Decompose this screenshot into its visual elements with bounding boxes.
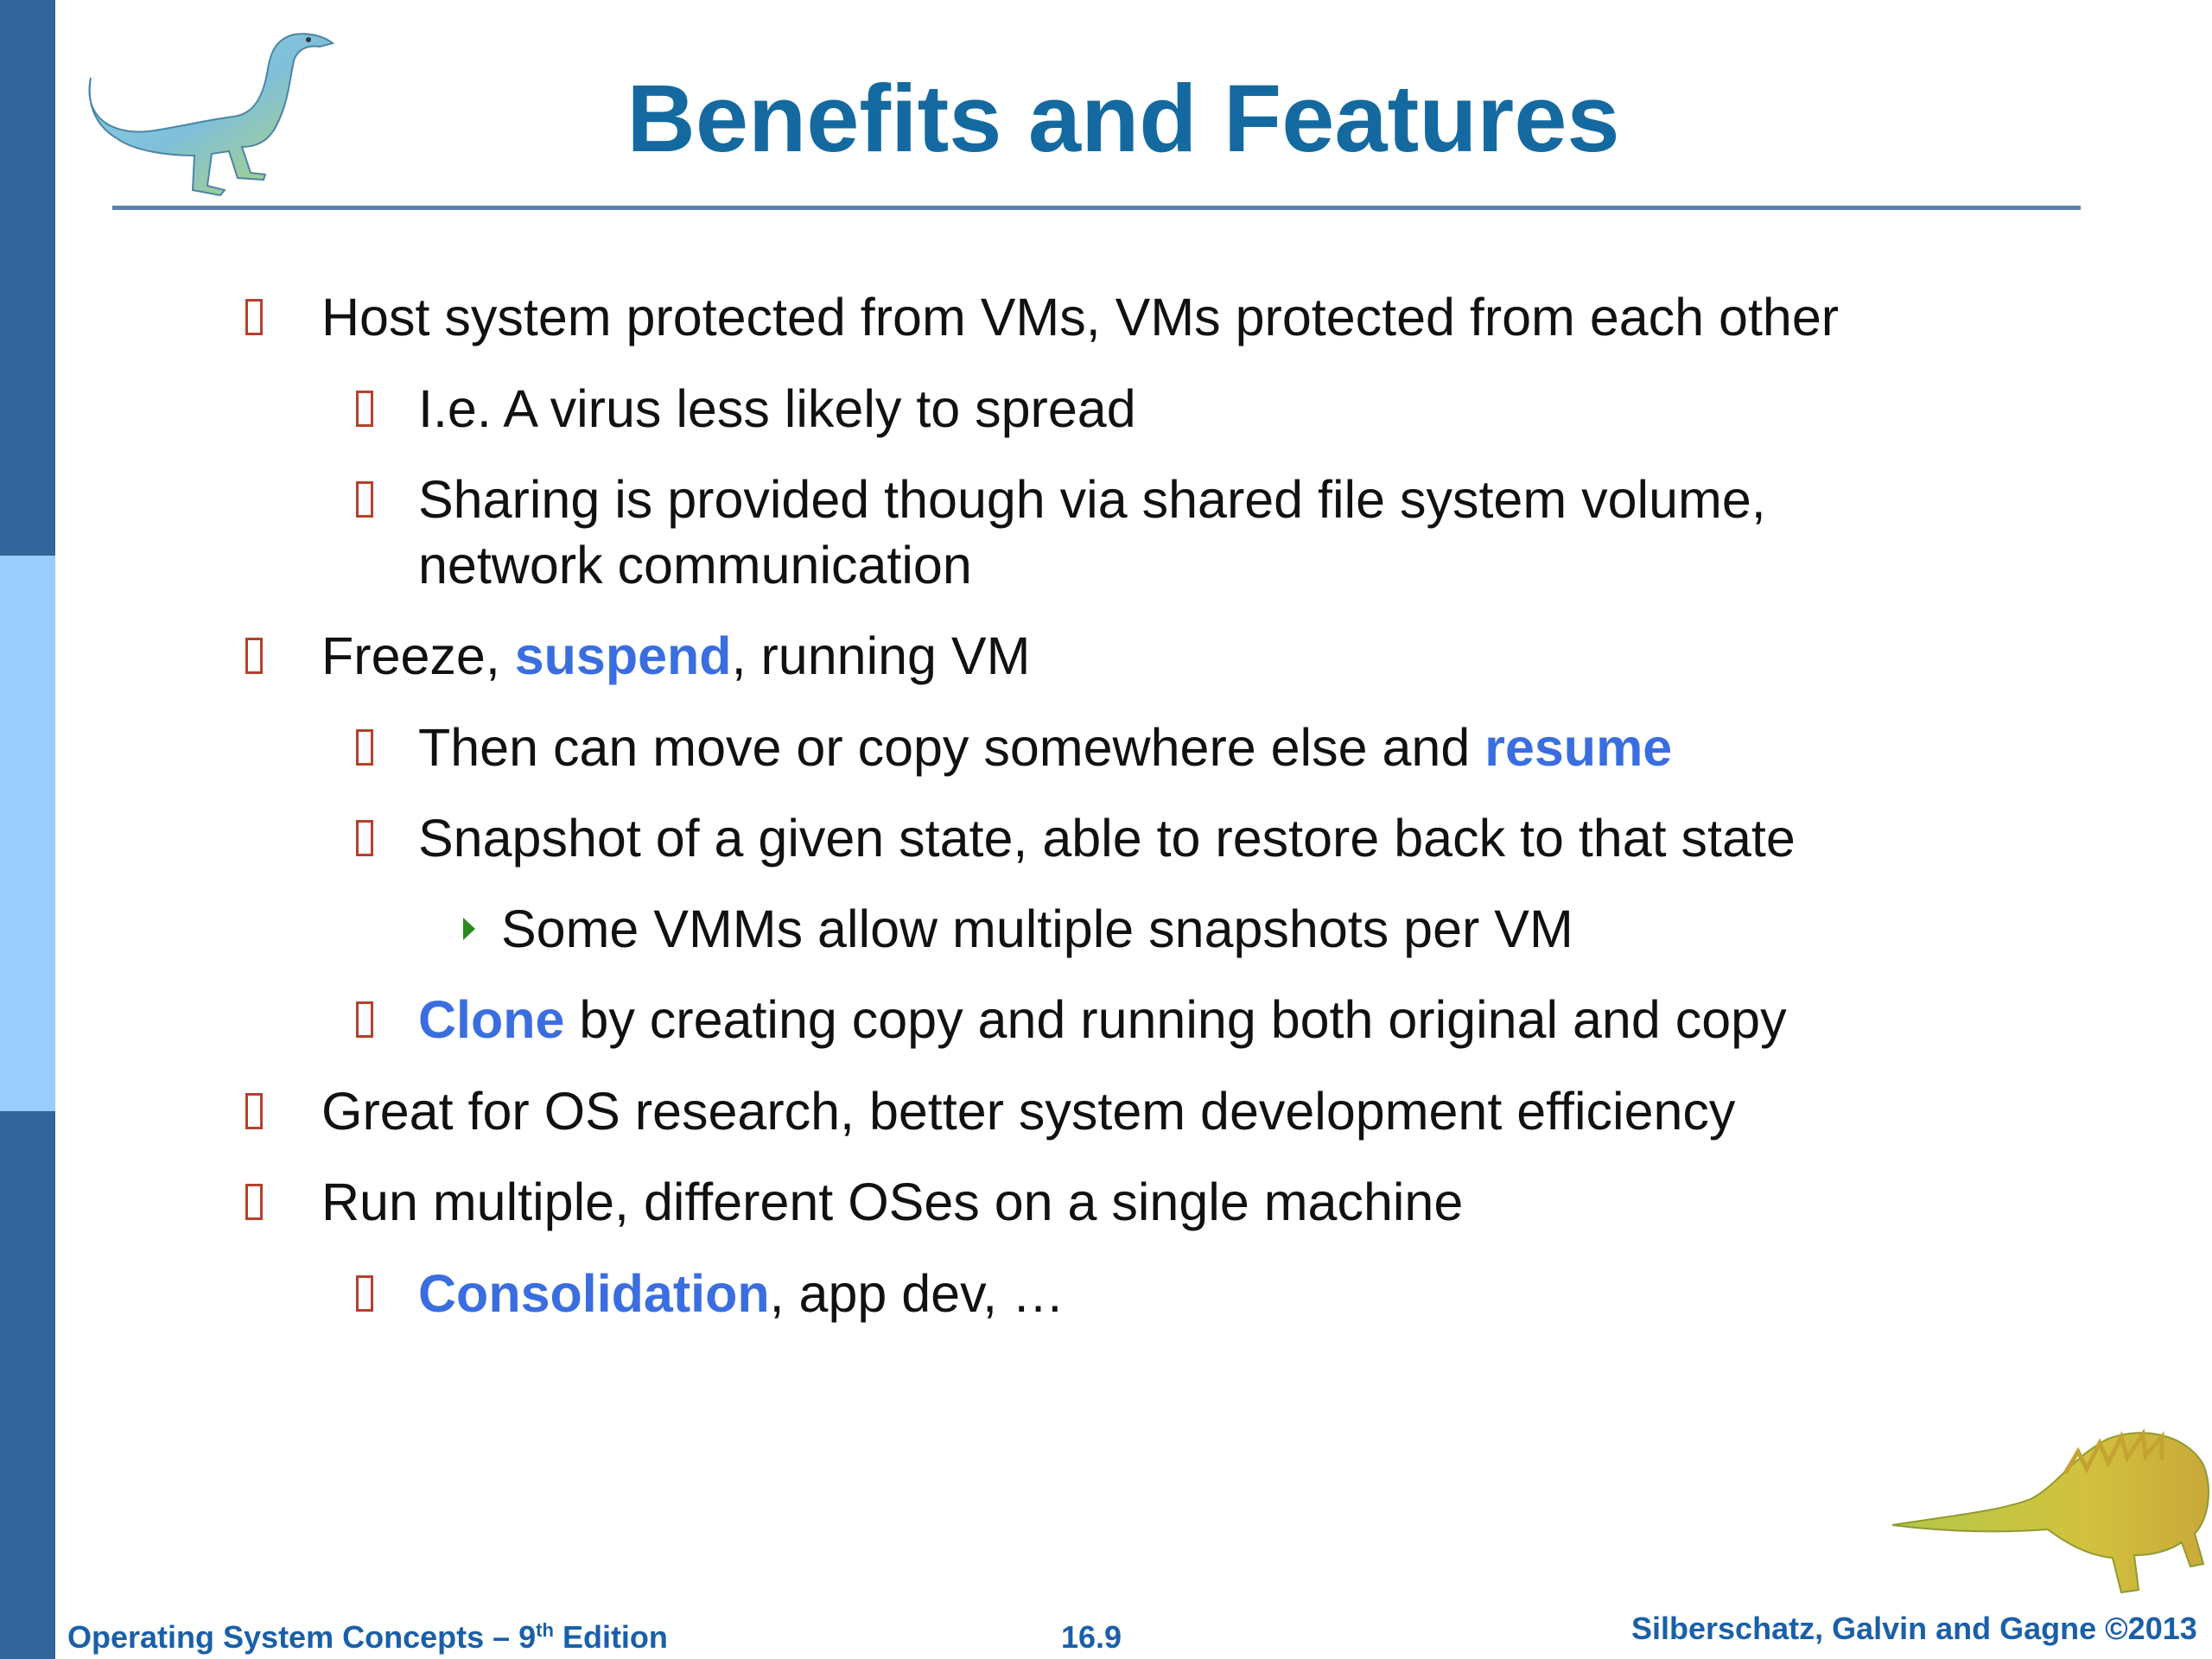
bullet-item-level-1: [321, 285, 1839, 349]
highlighted-term: suspend: [514, 626, 732, 685]
bullet-item-level-3: [501, 897, 1573, 961]
square-bullet-icon: [245, 299, 263, 335]
bullet-text: , app dev, …: [769, 1264, 1065, 1323]
side-bar-middle: [0, 556, 55, 1111]
bullet-text: Run multiple, different OSes on a single machine: [321, 1173, 1464, 1231]
dinosaur-logo-bottom: [1892, 1413, 2212, 1607]
bullet-item-level-1: [321, 1079, 1735, 1143]
bullet-text: network communication: [418, 536, 972, 594]
bullet-item-level-2: [418, 377, 1136, 441]
bullet-text: Some VMMs allow multiple snapshots per VM: [501, 899, 1573, 958]
bullet-text: Sharing is provided though via shared file system volume,: [418, 470, 1766, 529]
footer-page-number: 16.9: [1061, 1619, 1122, 1655]
square-bullet-icon: [356, 391, 373, 427]
bullet-text: Host system protected from VMs, VMs protected from each other: [321, 288, 1840, 346]
highlighted-term: Consolidation: [418, 1264, 770, 1323]
bullet-text: Then can move or copy somewhere else and: [418, 718, 1485, 777]
bullet-continuation: [418, 533, 972, 597]
triangle-bullet-icon: [463, 918, 475, 940]
bullet-item-level-2: [418, 988, 1787, 1052]
footer-copyright: Silberschatz, Galvin and Gagne ©2013: [1631, 1611, 2197, 1646]
bullet-item-level-2: [418, 1262, 1065, 1325]
highlighted-term: resume: [1484, 718, 1673, 777]
square-bullet-icon: [356, 820, 373, 856]
square-bullet-icon: [245, 638, 263, 674]
bullet-text: , running VM: [731, 626, 1031, 685]
title-divider: [112, 206, 2081, 210]
footer-book-title: Operating System Concepts – 9th Edition: [67, 1619, 668, 1655]
bullet-item-level-1: [321, 624, 1030, 688]
slide-title: Benefits and Features: [626, 66, 1620, 172]
bullet-item-level-1: [321, 1170, 1463, 1234]
side-bar: [0, 0, 55, 1659]
bullet-text: Great for OS research, better system development efficiency: [321, 1082, 1736, 1141]
square-bullet-icon: [356, 729, 373, 766]
bullet-text: by creating copy and running both original and copy: [564, 990, 1787, 1049]
bullet-text: Snapshot of a given state, able to restore back to that state: [418, 809, 1796, 868]
bullet-text: I.e. A virus less likely to spread: [418, 379, 1136, 438]
bullet-item-level-2: [418, 467, 1766, 531]
square-bullet-icon: [245, 1184, 263, 1220]
bullet-item-level-2: [418, 715, 1672, 779]
square-bullet-icon: [356, 1001, 373, 1038]
square-bullet-icon: [356, 481, 373, 518]
side-bar-bottom: [0, 1111, 55, 1659]
bullet-text: Freeze,: [321, 626, 515, 685]
bullet-item-level-2: [418, 806, 1796, 870]
highlighted-term: Clone: [418, 990, 565, 1049]
square-bullet-icon: [245, 1093, 263, 1129]
side-bar-top: [0, 0, 55, 556]
square-bullet-icon: [356, 1275, 373, 1312]
